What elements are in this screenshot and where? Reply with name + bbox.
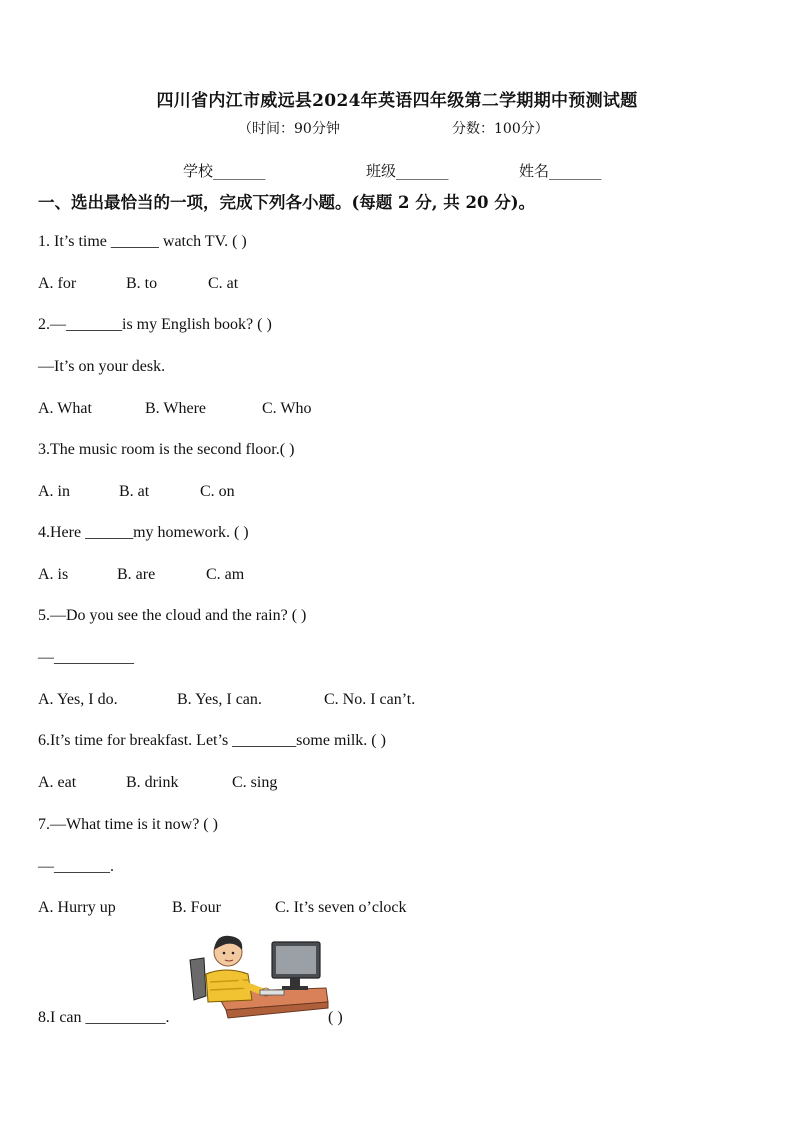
q1-option-a[interactable]: A. for [38, 275, 77, 292]
q3-option-a[interactable]: A. in [38, 483, 70, 500]
question-5-answer: —__________ [38, 649, 134, 666]
q1-option-b[interactable]: B. to [126, 275, 158, 292]
question-4: 4.Here ______my homework. ( ) [38, 524, 249, 541]
question-7-answer: —_______. [38, 858, 114, 875]
q6-option-a[interactable]: A. eat [38, 774, 77, 791]
q6-option-b[interactable]: B. drink [126, 774, 179, 791]
q2-option-c[interactable]: C. Who [262, 400, 312, 417]
q7-option-b[interactable]: B. Four [172, 899, 221, 916]
q5-option-a[interactable]: A. Yes, I do. [38, 691, 118, 708]
exam-time: （时间：90分钟 [238, 121, 340, 137]
question-6: 6.It’s time for breakfast. Let’s ________some milk. ( ) [38, 732, 386, 749]
q5-option-b[interactable]: B. Yes, I can. [177, 691, 262, 708]
exam-score: 分数：100分） [452, 121, 549, 137]
question-7: 7.—What time is it now? ( ) [38, 816, 218, 833]
school-field[interactable]: 学校_______ [183, 162, 266, 180]
q4-option-b[interactable]: B. are [117, 566, 156, 583]
question-8-answer-paren[interactable]: ( ) [328, 1009, 343, 1026]
page-title: 四川省内江市威远县2024年英语四年级第二学期期中预测试题 [156, 91, 638, 111]
q2-option-b[interactable]: B. Where [145, 400, 207, 417]
q3-option-b[interactable]: B. at [119, 483, 150, 500]
question-2: 2.—_______is my English book? ( ) [38, 316, 272, 333]
q2-option-a[interactable]: A. What [38, 400, 92, 417]
name-field[interactable]: 姓名_______ [519, 162, 602, 180]
question-8: 8.I can __________. [38, 1009, 170, 1026]
boy-at-computer-icon [186, 930, 331, 1025]
question-5: 5.—Do you see the cloud and the rain? ( ) [38, 607, 307, 624]
q3-option-c[interactable]: C. on [200, 483, 235, 500]
section-heading: 一、选出最恰当的一项，完成下列各小题。(每题 2 分, 共 20 分)。 [38, 193, 536, 212]
q6-option-c[interactable]: C. sing [232, 774, 278, 791]
q7-option-c[interactable]: C. It’s seven o’clock [275, 899, 407, 916]
question-2-answer: —It’s on your desk. [38, 358, 166, 375]
q1-option-c[interactable]: C. at [208, 275, 239, 292]
class-field[interactable]: 班级_______ [366, 162, 449, 180]
question-3: 3.The music room is the second floor.( ) [38, 441, 295, 458]
q4-option-c[interactable]: C. am [206, 566, 245, 583]
q4-option-a[interactable]: A. is [38, 566, 69, 583]
q5-option-c[interactable]: C. No. I can’t. [324, 691, 416, 708]
q7-option-a[interactable]: A. Hurry up [38, 899, 116, 916]
question-1: 1. It’s time ______ watch TV. ( ) [38, 233, 247, 250]
